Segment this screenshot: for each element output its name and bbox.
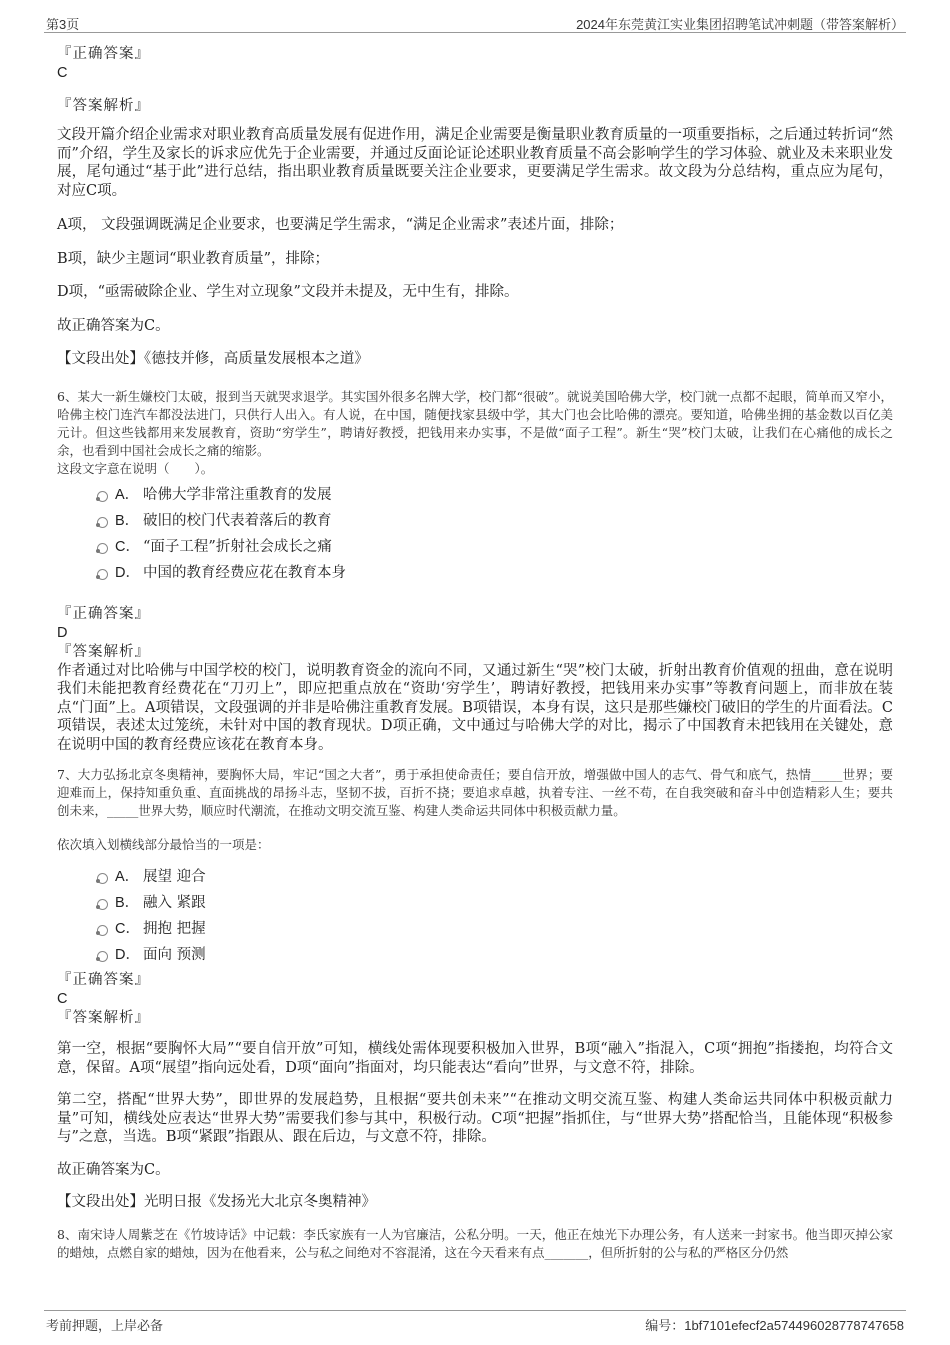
q6-question: 6、某大一新生嫌校门太破，报到当天就哭求退学。其实国外很多名牌大学，校门都“很破”。就说美国哈佛大学，校门就一点都不起眼，简单而又窄小，哈佛主校门连汽车都没法进门，只供行人出入。有人说，在中国，随便找家县级中学，其大门也会比哈佛的漂亮。要知道，哈佛坐拥的基金数以百亿美元计。但这些钱都用来发展教育，资助“穷学生”，聘请好教授，把钱用来办实事，不是做“面子工程”。新生“哭”校门太破，让我们在心痛他的成长之余，也看到中国社会成长之痛的缩影。 xyxy=(57,388,893,458)
analysis-label: 『答案解析』 xyxy=(57,1010,150,1026)
q7-prompt: 依次填入划横线部分最恰当的一项是： xyxy=(57,837,270,852)
q5-option-d-note: D项，“亟需破除企业、学生对立现象”文段并未提及，无中生有，排除。 xyxy=(57,284,519,300)
correct-answer-label: 『正确答案』 xyxy=(57,46,150,62)
q7-option-b[interactable]: B． 融入 紧跟 xyxy=(57,890,893,916)
q6-options xyxy=(57,482,893,586)
document-title: 2024年东莞黄江实业集团招聘笔试冲刺题（带答案解析） xyxy=(576,17,904,32)
q7-conclusion: 故正确答案为C。 xyxy=(57,1161,170,1178)
page-number: 第3页 xyxy=(46,17,80,32)
q6-option-a[interactable]: A． 哈佛大学非常注重教育的发展 xyxy=(57,482,893,508)
q6-prompt: 这段文字意在说明（ ）。 xyxy=(57,460,214,476)
q5-conclusion: 故正确答案为C。 xyxy=(57,317,170,334)
radio-icon[interactable] xyxy=(97,569,108,580)
q6-option-d[interactable]: D． 中国的教育经费应花在教育本身 xyxy=(57,560,893,586)
analysis-label: 『答案解析』 xyxy=(57,643,150,660)
analysis-label: 『答案解析』 xyxy=(57,98,150,114)
radio-icon[interactable] xyxy=(97,517,108,528)
radio-icon[interactable] xyxy=(97,899,108,910)
page-footer xyxy=(44,1310,906,1335)
q5-source: 【文段出处】《德技并修，高质量发展根本之道》 xyxy=(57,351,369,367)
q5-option-b-note: B项，缺少主题词“职业教育质量”，排除； xyxy=(57,250,329,267)
q7-analysis-first-blank: 第一空，根据“要胸怀大局”“要自信开放”可知，横线处需体现要积极加入世界，B项“融入”指混入，C项“拥抱”指搂抱，均符合文意，保留。A项“展望”指向远处看，D项“面向”指面对，均只能表达“看向”世界，与文意不符，排除。 xyxy=(57,1041,893,1076)
q6-analysis: 作者通过对比哈佛与中国学校的校门，说明教育资金的流向不同，又通过新生“哭”校门太破，折射出教育价值观的扭曲，意在说明我们未能把教育经费花在“刀刃上”，即应把重点放在“资助‘穷学生’，聘请好教授，把钱用来办实事”等教育问题上，而非放在装点“门面”上。A项错误，文段强调的并非是哈佛注重教育发展。B项错误，本身有误，这只是那些嫌校门破旧的学生的片面看法。C项错误，表述太过笼统，未针对中国的教育现状。D项正确，文中通过与哈佛大学的对比，揭示了中国教育未把钱用在关键处，意在说明中国的教育经费应该花在教育本身。 xyxy=(57,662,893,753)
q7-answer: C xyxy=(57,991,68,1007)
q7-option-c[interactable]: C． 拥抱 把握 xyxy=(57,916,893,942)
radio-icon[interactable] xyxy=(97,925,108,936)
q5-option-a-note: A项， 文段强调既满足企业要求，也要满足学生需求，“满足企业需求”表述片面，排除； xyxy=(57,217,624,233)
q7-options xyxy=(57,864,893,968)
radio-icon[interactable] xyxy=(97,543,108,554)
q8-question: 8、南宋诗人周紫芝在《竹坡诗话》中记载：李氏家族有一人为官廉洁，公私分明。一天，他正在烛光下办理公务，有人送来一封家书。他当即灭掉公家的蜡烛，点燃自家的蜡烛，因为在他看来，公与私之间绝对不容混淆，这在今天看来有点_______，但所折射的公与私的严格区分仍然 xyxy=(57,1226,893,1260)
correct-answer-label: 『正确答案』 xyxy=(57,605,150,622)
q6-option-c[interactable]: C． “面子工程”折射社会成长之痛 xyxy=(57,534,893,560)
q7-analysis-second-blank: 第二空，搭配“世界大势”，即世界的发展趋势，且根据“要共创未来”“在推动文明交流互鉴、构建人类命运共同体中积极贡献力量”可知，横线处应表达“世界大势”需要我们参与其中，积极行动。C项“把握”指抓住，与“世界大势”搭配恰当，且能体现“积极参与”之意，当选。B项“紧跟”指跟从、跟在后边，与文意不符，排除。 xyxy=(57,1092,893,1145)
page-content xyxy=(57,44,893,1262)
radio-icon[interactable] xyxy=(97,873,108,884)
correct-answer-label: 『正确答案』 xyxy=(57,972,150,988)
footer-slogan: 考前押题，上岸必备 xyxy=(46,1318,164,1333)
q7-source: 【文段出处】光明日报《发扬光大北京冬奥精神》 xyxy=(57,1194,376,1210)
document-id: 编号：1bf7101efecf2a574496028778747658 xyxy=(645,1318,904,1333)
q5-answer: C xyxy=(57,65,68,81)
q7-question: 7、大力弘扬北京冬奥精神，要胸怀大局，牢记“国之大者”，勇于承担使命责任；要自信开放，增强做中国人的志气、骨气和底气，热情_____世界；要迎难而上，保持知重负重、直面挑战的昂扬斗志，坚韧不拔，百折不挠；要追求卓越，执着专注、一丝不苟，在自我突破和奋斗中创造精彩人生；要共创未来，_____世界大势，顺应时代潮流，在推动文明交流互鉴、构建人类命运共同体中积极贡献力量。 xyxy=(57,767,893,818)
radio-icon[interactable] xyxy=(97,491,108,502)
q6-option-b[interactable]: B． 破旧的校门代表着落后的教育 xyxy=(57,508,893,534)
page-header xyxy=(44,12,906,33)
q6-answer: D xyxy=(57,624,68,641)
radio-icon[interactable] xyxy=(97,951,108,962)
q5-analysis: 文段开篇介绍企业需求对职业教育高质量发展有促进作用，满足企业需要是衡量职业教育质量的一项重要指标，之后通过转折词“然而”介绍，学生及家长的诉求应优先于企业需要，并通过反面论证论述职业教育质量不高会影响学生的学习体验、就业及未来职业发展，尾句通过“基于此”进行总结，指出职业教育质量既要关注企业要求，更要满足学生需求。故文段为分总结构，重点应为尾句，对应C项。 xyxy=(57,127,893,199)
q7-option-d[interactable]: D． 面向 预测 xyxy=(57,942,893,968)
q7-option-a[interactable]: A． 展望 迎合 xyxy=(57,864,893,890)
